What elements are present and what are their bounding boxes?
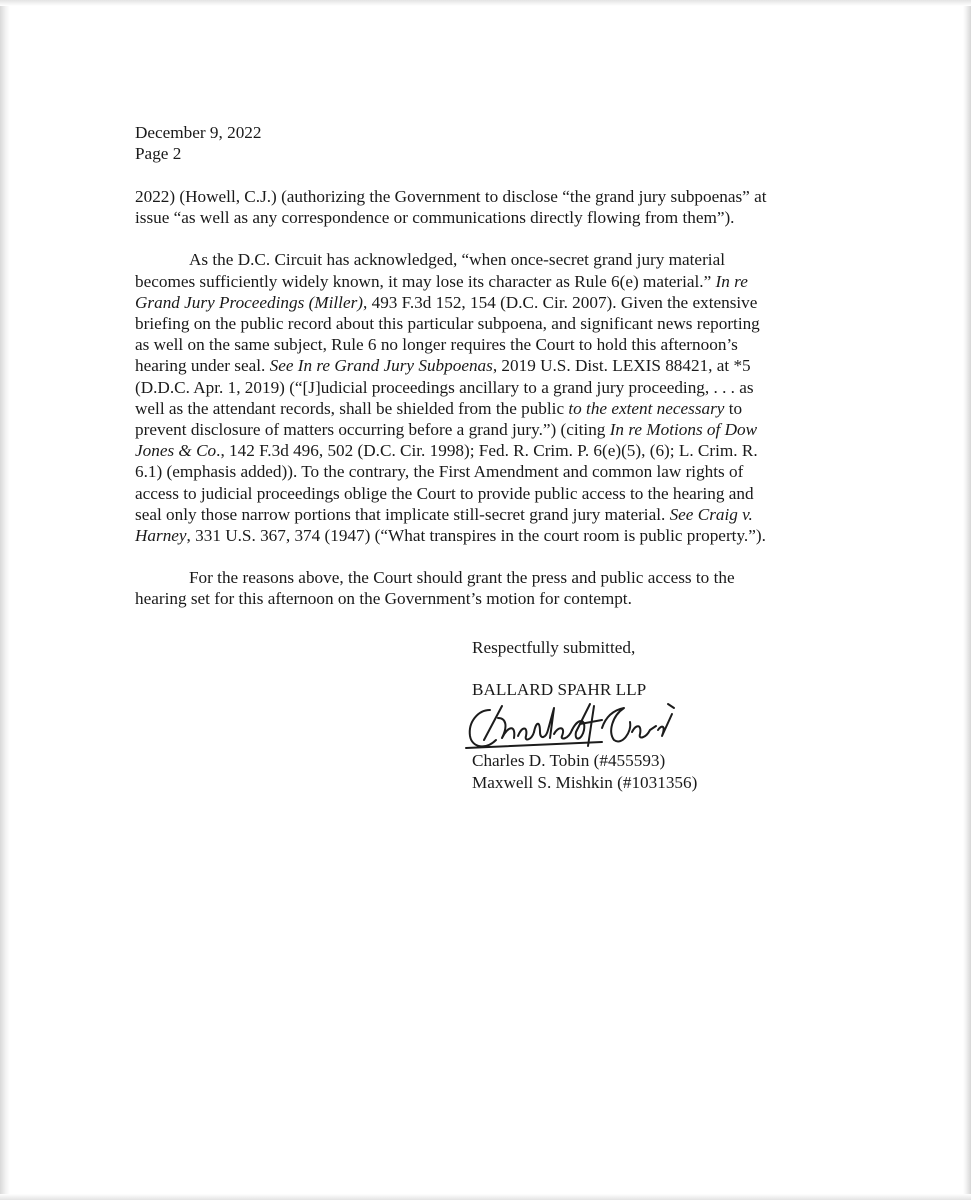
text-run: access to judicial proceedings oblige the Court to provide public access to the hearing and: [135, 483, 754, 503]
page-edge-right: [963, 0, 971, 1200]
text-run: As the D.C. Circuit has acknowledged, “when once-secret grand jury material: [189, 250, 725, 270]
text-run: seal only those narrow portions that implicate still-secret grand jury material.: [135, 504, 670, 524]
firm-name: BALLARD SPAHR LLP: [472, 680, 647, 700]
text-run: issue “as well as any correspondence or communications directly flowing from them”).: [135, 208, 735, 228]
text-run: hearing under seal.: [135, 356, 270, 376]
paragraph-gap: [135, 228, 830, 249]
citation-italic: In re: [715, 271, 748, 291]
text-line: [135, 313, 830, 334]
text-run: briefing on the public record about this particular subpoena, and significant news reporting: [135, 314, 760, 334]
closing-phrase: Respectfully submitted,: [472, 638, 636, 657]
text-run: For the reasons above, the Court should grant the press and public access to the: [189, 568, 735, 588]
paragraph-1: [135, 186, 830, 228]
text-run: 6.1) (emphasis added)). To the contrary, the First Amendment and common law rights of: [135, 462, 744, 482]
text-line: [135, 398, 830, 419]
text-line: [135, 525, 830, 546]
text-line: [135, 249, 830, 270]
text-run: , 2019 U.S. Dist. LEXIS 88421, at *5: [492, 356, 751, 376]
citation-italic: In re Motions of Dow: [609, 420, 758, 440]
citation-italic: Jones & Co: [135, 441, 217, 461]
signer-name-2: Maxwell S. Mishkin (#1031356): [472, 772, 698, 792]
text-line: [135, 461, 830, 482]
page-number: Page 2: [135, 144, 182, 164]
text-run: well as the attendant records, shall be shielded from the public: [135, 398, 569, 418]
paragraph-gap: [135, 546, 830, 567]
spacer: [472, 658, 702, 679]
text-run: as well on the same subject, Rule 6 no longer requires the Court to hold this afternoon’s: [135, 335, 738, 355]
text-line: [135, 440, 830, 461]
citation-italic: Harney: [135, 526, 187, 546]
signature-icon: [462, 696, 702, 756]
letter-date: December 9, 2022: [135, 123, 262, 142]
page-edge-bottom: [0, 1194, 971, 1200]
text-line: [135, 292, 830, 313]
signature-block: [472, 637, 702, 793]
text-line: [135, 271, 830, 292]
page-edge-left: [0, 0, 10, 1200]
handwritten-signature: [472, 696, 702, 752]
text-run: prevent disclosure of matters occurring before a grand jury.”) (citing: [135, 420, 610, 440]
text-run: to: [724, 398, 743, 418]
text-line: [135, 483, 830, 504]
text-run: , 493 F.3d 152, 154 (D.C. Cir. 2007). Given the extensive: [363, 292, 758, 312]
text-line: [135, 186, 830, 207]
text-line: [135, 419, 830, 440]
letter-body: [135, 186, 830, 610]
text-line: [135, 207, 830, 228]
text-run: , 331 U.S. 367, 374 (1947) (“What transpires in the court room is public property.”).: [186, 526, 766, 546]
text-run: ., 142 F.3d 496, 502 (D.C. Cir. 1998); Fed. R. Crim. P. 6(e)(5), (6); L. Crim. R.: [216, 441, 758, 461]
text-line: [135, 355, 830, 376]
text-line: [135, 504, 830, 525]
citation-italic: to the extent necessary: [568, 398, 725, 418]
text-run: 2022) (Howell, C.J.) (authorizing the Government to disclose “the grand jury subpoenas” at: [135, 187, 767, 206]
citation-italic: Grand Jury Proceedings (Miller): [135, 292, 363, 312]
text-run: (D.D.C. Apr. 1, 2019) (“[J]udicial proceedings ancillary to a grand jury proceeding, . . . as: [135, 377, 754, 397]
citation-italic: See Craig v.: [669, 504, 753, 524]
text-line: [135, 567, 830, 588]
signer-name-1: Charles D. Tobin (#455593): [472, 751, 666, 771]
paragraph-2: [135, 249, 830, 546]
text-line: [135, 377, 830, 398]
citation-italic: See In re Grand Jury Subpoenas: [269, 356, 493, 376]
text-run: becomes sufficiently widely known, it may lose its character as Rule 6(e) material.”: [135, 271, 716, 291]
text-line: [135, 334, 830, 355]
letter-header: [135, 122, 261, 164]
text-run: hearing set for this afternoon on the Government’s motion for contempt.: [135, 589, 632, 609]
text-line: [135, 588, 830, 609]
page-edge-top: [0, 0, 971, 6]
paragraph-3: [135, 567, 830, 609]
